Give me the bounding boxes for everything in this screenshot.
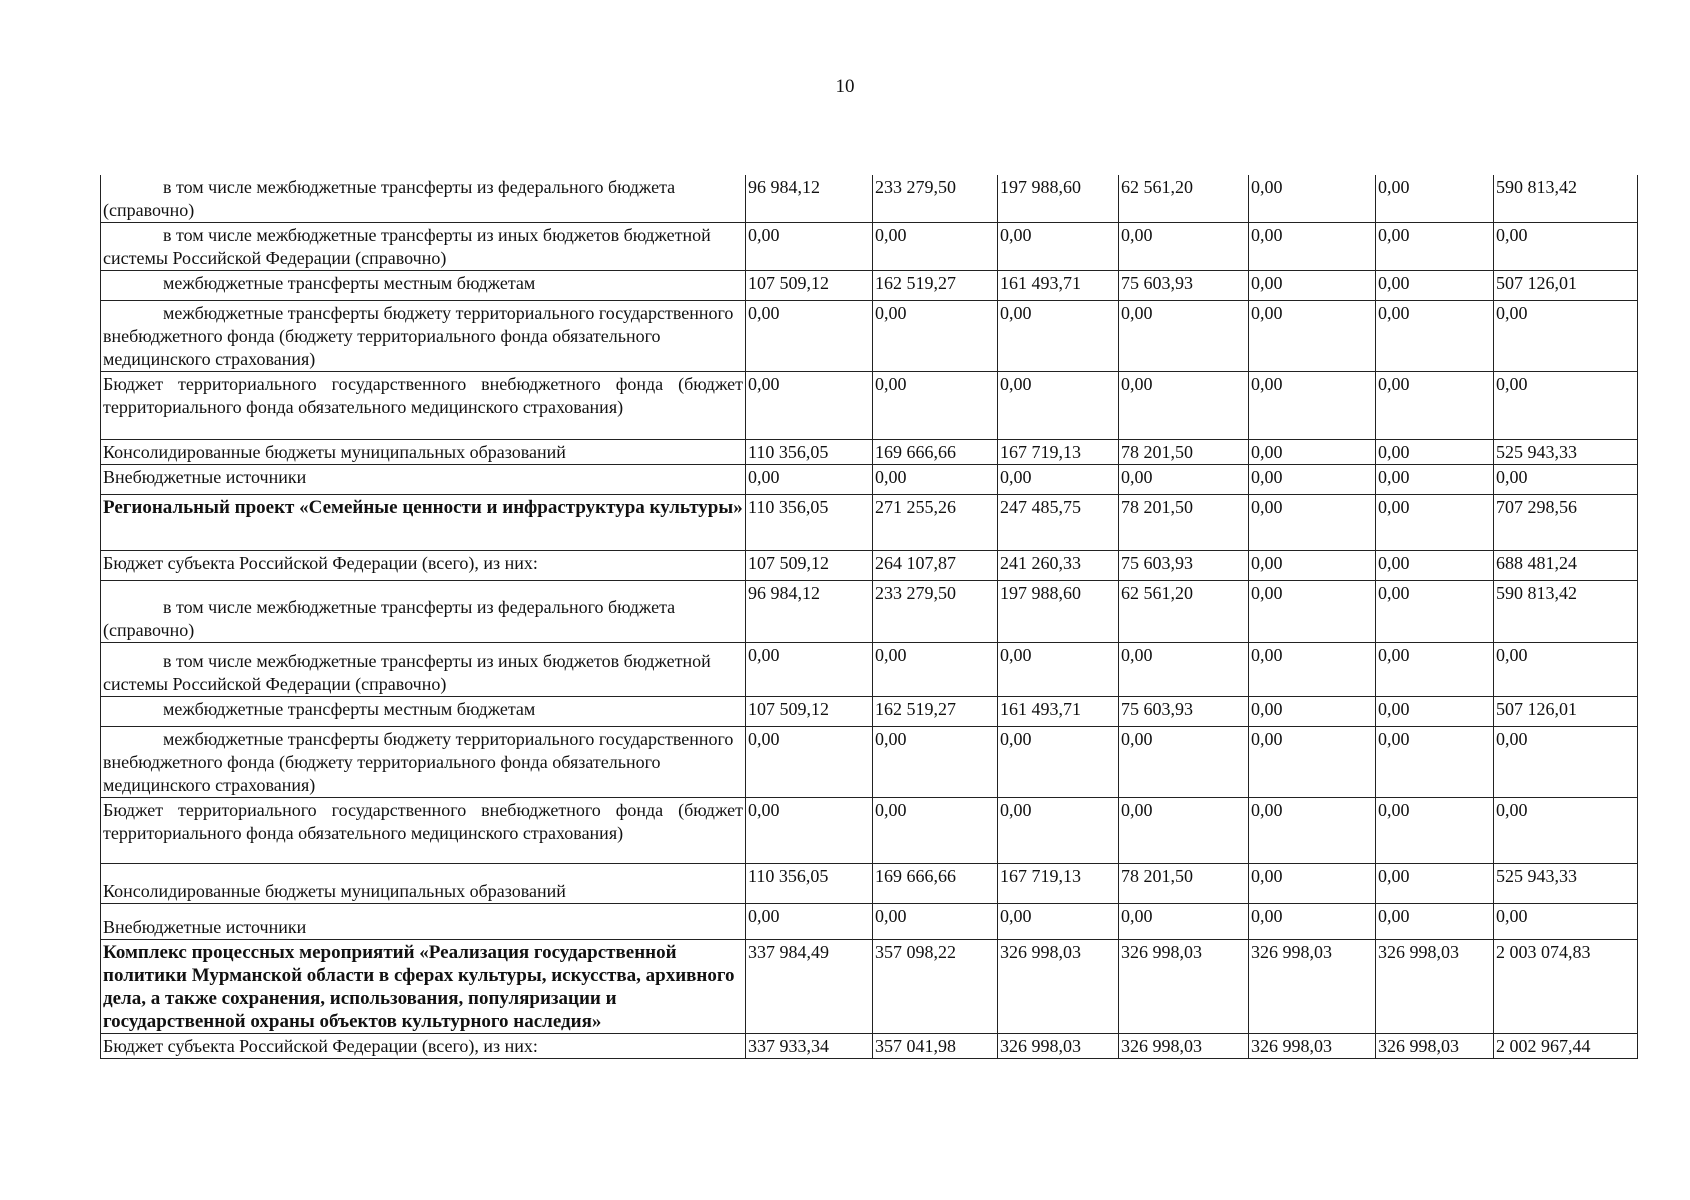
value-cell: 0,00	[1249, 271, 1376, 301]
value-cell: 0,00	[1249, 495, 1376, 551]
row-label: Региональный проект «Семейные ценности и инфраструктура культуры»	[103, 497, 743, 518]
table-row	[101, 271, 1638, 301]
value-cell: 107 509,12	[746, 697, 873, 727]
value-cell: 0,00	[746, 798, 873, 864]
row-label-cell	[101, 904, 746, 940]
value-cell: 264 107,87	[873, 551, 998, 581]
value-cell: 326 998,03	[998, 1034, 1119, 1059]
value-cell: 78 201,50	[1119, 495, 1249, 551]
value-cell: 2 002 967,44	[1494, 1034, 1638, 1059]
value-cell: 0,00	[1119, 223, 1249, 271]
value-cell: 0,00	[998, 904, 1119, 940]
value-cell: 0,00	[998, 223, 1119, 271]
value-cell: 0,00	[1376, 798, 1494, 864]
value-cell: 0,00	[1376, 465, 1494, 495]
row-label-cell	[101, 175, 746, 223]
row-label-cell	[101, 1034, 746, 1059]
value-cell: 326 998,03	[998, 940, 1119, 1034]
value-cell: 337 984,49	[746, 940, 873, 1034]
value-cell: 0,00	[1119, 465, 1249, 495]
value-cell: 0,00	[998, 372, 1119, 440]
value-cell: 241 260,33	[998, 551, 1119, 581]
value-cell: 0,00	[1119, 301, 1249, 372]
value-cell: 169 666,66	[873, 440, 998, 465]
row-label: Бюджет территориального государственного внебюджетного фонда (бюджет территориального фонда обязательного медицинского страхования)	[103, 800, 743, 843]
row-label-cell	[101, 372, 746, 440]
value-cell: 507 126,01	[1494, 697, 1638, 727]
row-label-cell	[101, 551, 746, 581]
value-cell: 326 998,03	[1119, 940, 1249, 1034]
value-cell: 0,00	[1249, 581, 1376, 643]
table-body	[101, 175, 1638, 1059]
value-cell: 0,00	[1494, 465, 1638, 495]
value-cell: 2 003 074,83	[1494, 940, 1638, 1034]
row-label-cell	[101, 271, 746, 301]
row-label-cell	[101, 440, 746, 465]
value-cell: 590 813,42	[1494, 581, 1638, 643]
budget-table	[100, 175, 1638, 1059]
value-cell: 0,00	[1376, 551, 1494, 581]
row-label: Консолидированные бюджеты муниципальных образований	[103, 881, 566, 901]
table-row	[101, 1034, 1638, 1059]
row-label: Комплекс процессных мероприятий «Реализация государственной политики Мурманской области в сферах культуры, искусства, архивного дела, а также сохранения, использования, популяризации и государственной охраны объектов культурного наследия»	[103, 942, 735, 1032]
value-cell: 0,00	[1376, 372, 1494, 440]
value-cell: 167 719,13	[998, 864, 1119, 904]
value-cell: 0,00	[1376, 643, 1494, 697]
value-cell: 162 519,27	[873, 697, 998, 727]
value-cell: 0,00	[1249, 301, 1376, 372]
table-row	[101, 372, 1638, 440]
value-cell: 0,00	[873, 727, 998, 798]
row-label: Консолидированные бюджеты муниципальных образований	[103, 442, 566, 462]
value-cell: 0,00	[746, 465, 873, 495]
value-cell: 326 998,03	[1249, 940, 1376, 1034]
value-cell: 62 561,20	[1119, 175, 1249, 223]
value-cell: 0,00	[873, 465, 998, 495]
value-cell: 0,00	[1494, 223, 1638, 271]
value-cell: 326 998,03	[1376, 1034, 1494, 1059]
row-label: в том числе межбюджетные трансферты из федерального бюджета (справочно)	[103, 597, 676, 640]
value-cell: 0,00	[746, 223, 873, 271]
row-label-cell	[101, 495, 746, 551]
value-cell: 107 509,12	[746, 551, 873, 581]
value-cell: 0,00	[1494, 798, 1638, 864]
value-cell: 169 666,66	[873, 864, 998, 904]
value-cell: 507 126,01	[1494, 271, 1638, 301]
row-label: в том числе межбюджетные трансферты из иных бюджетов бюджетной системы Российской Федерации (справочно)	[103, 225, 711, 268]
table-row	[101, 904, 1638, 940]
row-label: межбюджетные трансферты бюджету территориального государственного внебюджетного фонда (бюджету территориального фонда обязательного медицинского страхования)	[103, 729, 734, 795]
value-cell: 0,00	[1494, 727, 1638, 798]
value-cell: 161 493,71	[998, 271, 1119, 301]
row-label: в том числе межбюджетные трансферты из федерального бюджета (справочно)	[103, 177, 676, 220]
value-cell: 110 356,05	[746, 440, 873, 465]
table-row	[101, 223, 1638, 271]
value-cell: 110 356,05	[746, 864, 873, 904]
table-row	[101, 440, 1638, 465]
value-cell: 0,00	[998, 465, 1119, 495]
value-cell: 0,00	[1494, 643, 1638, 697]
value-cell: 0,00	[1494, 904, 1638, 940]
value-cell: 0,00	[1119, 372, 1249, 440]
value-cell: 590 813,42	[1494, 175, 1638, 223]
value-cell: 357 098,22	[873, 940, 998, 1034]
value-cell: 197 988,60	[998, 581, 1119, 643]
value-cell: 62 561,20	[1119, 581, 1249, 643]
value-cell: 0,00	[1376, 495, 1494, 551]
value-cell: 0,00	[1119, 727, 1249, 798]
value-cell: 0,00	[1119, 904, 1249, 940]
value-cell: 0,00	[1249, 697, 1376, 727]
row-label-cell	[101, 223, 746, 271]
value-cell: 75 603,93	[1119, 271, 1249, 301]
row-label: Бюджет субъекта Российской Федерации (всего), из них:	[103, 1036, 538, 1056]
row-label: Внебюджетные источники	[103, 467, 307, 487]
table-row	[101, 465, 1638, 495]
value-cell: 162 519,27	[873, 271, 998, 301]
table-row	[101, 798, 1638, 864]
value-cell: 110 356,05	[746, 495, 873, 551]
value-cell: 96 984,12	[746, 175, 873, 223]
value-cell: 337 933,34	[746, 1034, 873, 1059]
value-cell: 0,00	[1376, 904, 1494, 940]
table-row	[101, 697, 1638, 727]
row-label-cell	[101, 940, 746, 1034]
table-row	[101, 581, 1638, 643]
row-label-cell	[101, 697, 746, 727]
row-label-cell	[101, 864, 746, 904]
value-cell: 326 998,03	[1376, 940, 1494, 1034]
value-cell: 0,00	[1249, 372, 1376, 440]
row-label: в том числе межбюджетные трансферты из иных бюджетов бюджетной системы Российской Федерации (справочно)	[103, 651, 711, 694]
value-cell: 75 603,93	[1119, 697, 1249, 727]
table-row	[101, 864, 1638, 904]
value-cell: 0,00	[1249, 798, 1376, 864]
value-cell: 0,00	[873, 223, 998, 271]
value-cell: 247 485,75	[998, 495, 1119, 551]
value-cell: 0,00	[1249, 465, 1376, 495]
row-label-cell	[101, 465, 746, 495]
value-cell: 0,00	[998, 727, 1119, 798]
value-cell: 0,00	[746, 372, 873, 440]
row-label: межбюджетные трансферты местным бюджетам	[163, 699, 536, 719]
table-row	[101, 495, 1638, 551]
value-cell: 0,00	[1249, 727, 1376, 798]
value-cell: 0,00	[1376, 864, 1494, 904]
value-cell: 161 493,71	[998, 697, 1119, 727]
row-label: Бюджет территориального государственного внебюджетного фонда (бюджет территориального фонда обязательного медицинского страхования)	[103, 374, 743, 417]
value-cell: 0,00	[1119, 643, 1249, 697]
page-number: 10	[835, 76, 855, 97]
value-cell: 357 041,98	[873, 1034, 998, 1059]
value-cell: 0,00	[746, 643, 873, 697]
row-label-cell	[101, 798, 746, 864]
value-cell: 0,00	[873, 798, 998, 864]
value-cell: 0,00	[1376, 581, 1494, 643]
row-label: Бюджет субъекта Российской Федерации (всего), из них:	[103, 553, 538, 573]
value-cell: 0,00	[746, 904, 873, 940]
value-cell: 0,00	[1376, 440, 1494, 465]
value-cell: 0,00	[998, 798, 1119, 864]
row-label-cell	[101, 301, 746, 372]
value-cell: 0,00	[1494, 372, 1638, 440]
value-cell: 197 988,60	[998, 175, 1119, 223]
value-cell: 75 603,93	[1119, 551, 1249, 581]
value-cell: 0,00	[1249, 440, 1376, 465]
table-row	[101, 175, 1638, 223]
value-cell: 0,00	[1249, 551, 1376, 581]
row-label-cell	[101, 727, 746, 798]
row-label: межбюджетные трансферты бюджету территориального государственного внебюджетного фонда (бюджету территориального фонда обязательного медицинского страхования)	[103, 303, 734, 369]
value-cell: 0,00	[1376, 175, 1494, 223]
value-cell: 0,00	[998, 643, 1119, 697]
value-cell: 707 298,56	[1494, 495, 1638, 551]
table-row	[101, 643, 1638, 697]
value-cell: 0,00	[873, 643, 998, 697]
value-cell: 0,00	[1249, 864, 1376, 904]
value-cell: 0,00	[1249, 175, 1376, 223]
value-cell: 271 255,26	[873, 495, 998, 551]
value-cell: 78 201,50	[1119, 440, 1249, 465]
value-cell: 107 509,12	[746, 271, 873, 301]
value-cell: 688 481,24	[1494, 551, 1638, 581]
value-cell: 0,00	[1249, 643, 1376, 697]
value-cell: 0,00	[1376, 697, 1494, 727]
value-cell: 0,00	[1376, 727, 1494, 798]
table-row	[101, 727, 1638, 798]
table-row	[101, 940, 1638, 1034]
value-cell: 0,00	[1249, 904, 1376, 940]
value-cell: 0,00	[746, 727, 873, 798]
value-cell: 0,00	[1494, 301, 1638, 372]
table-row	[101, 551, 1638, 581]
value-cell: 525 943,33	[1494, 440, 1638, 465]
row-label-cell	[101, 643, 746, 697]
value-cell: 0,00	[873, 372, 998, 440]
value-cell: 0,00	[873, 301, 998, 372]
value-cell: 78 201,50	[1119, 864, 1249, 904]
value-cell: 233 279,50	[873, 175, 998, 223]
value-cell: 167 719,13	[998, 440, 1119, 465]
value-cell: 96 984,12	[746, 581, 873, 643]
row-label: Внебюджетные источники	[103, 917, 307, 937]
value-cell: 326 998,03	[1119, 1034, 1249, 1059]
value-cell: 0,00	[998, 301, 1119, 372]
value-cell: 0,00	[1376, 271, 1494, 301]
value-cell: 525 943,33	[1494, 864, 1638, 904]
value-cell: 0,00	[746, 301, 873, 372]
value-cell: 233 279,50	[873, 581, 998, 643]
table-row	[101, 301, 1638, 372]
value-cell: 326 998,03	[1249, 1034, 1376, 1059]
row-label-cell	[101, 581, 746, 643]
value-cell: 0,00	[873, 904, 998, 940]
row-label: межбюджетные трансферты местным бюджетам	[163, 273, 536, 293]
value-cell: 0,00	[1249, 223, 1376, 271]
value-cell: 0,00	[1376, 301, 1494, 372]
value-cell: 0,00	[1119, 798, 1249, 864]
value-cell: 0,00	[1376, 223, 1494, 271]
